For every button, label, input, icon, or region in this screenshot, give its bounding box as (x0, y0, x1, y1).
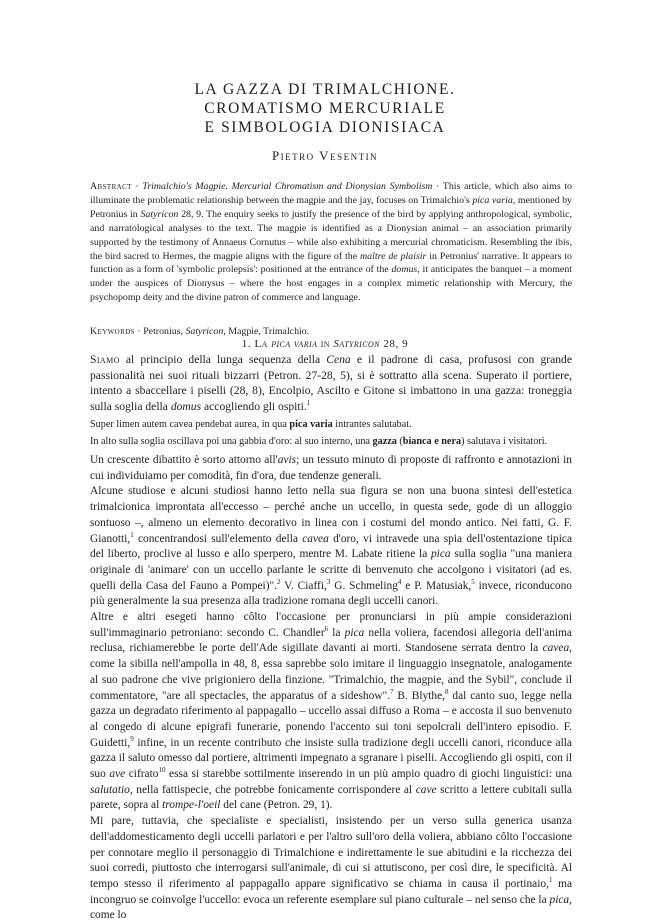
body-text: Altre e altri esegeti hanno côlto l'occasione per pronunciarsi in più ampie considerazioni sull'immaginario petroniano: secondo C. Chandler (90, 611, 572, 639)
body-italic: pica (344, 626, 365, 639)
body-italic: avis (277, 454, 297, 466)
lead-first-word: Siamo (90, 353, 120, 366)
body-text: ma incongruo se coinvolge l'uccello: evoca un referente esemplare sul piano culturale – nel senso che la (90, 877, 572, 906)
quote-text: Super limen autem cavea pendebat aurea, in qua (90, 419, 290, 430)
body-paragraph-4 (90, 814, 572, 924)
footnote-ref[interactable]: 5 (471, 577, 475, 586)
section-italic: pica varia (271, 338, 318, 350)
abstract-italic: Satyricon (140, 208, 179, 220)
abstract-text: in Petronius' narrative. It appears to function as a form of 'symbolic prolepsis': positioned at the entrance of the (90, 250, 572, 276)
body-text: V. Ciaffi, (280, 579, 327, 592)
body-italic: cavea (542, 642, 570, 655)
article-title-line-1: LA GAZZA DI TRIMALCHIONE. (194, 81, 456, 98)
keywords (90, 325, 572, 339)
section-word: in (320, 338, 330, 350)
quote-text: intrantes salutabat. (332, 419, 412, 430)
abstract-heading: Trimalchio's Magpie. Mercurial Chromatism and Dionysian Symbolism (142, 181, 433, 192)
body-text: essa si starebbe sottilmente inserendo in un più ampio quadro di giochi linguistici: una (165, 768, 572, 781)
body-text: la (328, 626, 345, 639)
quote-bold: bianca e nera (402, 436, 462, 447)
abstract-text: , mentioned by Petronius in (90, 194, 572, 220)
separator: · (134, 326, 144, 337)
body-paragraph-3 (90, 610, 572, 814)
body-text: , come la sibilla nell'ampolla in 48, 8, essa saprebbe solo imitare il linguaggio insegnatole, analogamente al suo padrone che vive prigioniero della finzione. "Trimalchio, the magpie, and the Sybil", conclude il commentatore, "are all spectacles, the apparatus of a sideshow". (90, 642, 572, 702)
footnote-ref[interactable]: 10 (158, 766, 166, 775)
body-text: , come lo (90, 893, 572, 922)
lead-text: e il padrone di casa, profusosi con grande passionalità nei suoi rituali bizzarri (Petron. 27-28, 5), si è sottratto alla scena. Superato il portiere, intento a sbaccellare i piselli (28, 8), Encolpio, Ascilto e Gitone si imbattono in una gazza: troneggia sulla soglia della (90, 353, 572, 414)
footnote-ref[interactable]: 1 (130, 530, 134, 539)
body-text: B. Blythe, (393, 689, 445, 702)
body-text: nella voliera, facendosi allegoria dell'anima reclusa, richiamerebbe le porte dell'Ade sigillate davanti ai morti. Standosene serrata dentro la (90, 626, 572, 655)
body-italic: trompe-l'oeil (162, 799, 221, 812)
footnote-ref[interactable]: 2 (277, 577, 281, 586)
article-title-line-3: E SIMBOLOGIA DIONISIACA (204, 119, 446, 136)
body-text: d'oro, vi intravede una spia dell'ostentazione tipica del liberto, proclive al lusso e allo sperpero, mentre M. Labate ritiene la (90, 532, 573, 561)
body-paragraph-1 (90, 453, 572, 484)
body-text: del cane (Petron. 29, 1). (220, 799, 333, 812)
body-paragraph-2 (90, 484, 572, 610)
body-text: scritto a lettere cubitali sulla parete, sopra al (90, 783, 572, 812)
section-ref: 28, 9 (383, 338, 409, 350)
footnote-ref[interactable]: 1 (306, 399, 311, 408)
lead-italic: domus (170, 400, 202, 414)
body-text: ; un tessuto minuto di proposte di raffronto e annotazioni in cui individuiamo per comodità, fin d'ora, due tendenze generali. (90, 454, 572, 482)
footnote-ref[interactable]: 6 (324, 624, 329, 633)
keywords-label: Keywords (90, 326, 135, 337)
footnote-ref[interactable]: 7 (390, 687, 394, 696)
quote-text: In alto sulla soglia oscillava poi una gabbia d'oro: al suo interno, una (90, 436, 373, 447)
keywords-text: Petronius, (143, 326, 186, 337)
body-text: Alcune studiose e alcuni studiosi hanno letto nella sua figura se non una buona sintesi dell'estetica trimalcionica improntata all'eccesso – perché anche un uccello, in questa sede, gode di un alloggio sontuoso –, almeno un elemento decorativo in linea con i costumi del mondo antico. Nei fatti, G. F. Gianotti, (90, 485, 572, 545)
separator: · (131, 181, 143, 192)
quote-text: ) salutava i visitatori. (461, 436, 548, 447)
section-work: Satyricon (333, 338, 380, 350)
section-heading (0, 338, 650, 350)
quote-text: ( (396, 436, 403, 447)
body-italic: cave (415, 783, 437, 796)
separator: · (432, 181, 443, 192)
body-italic: cavea (302, 532, 329, 545)
latin-quote (90, 418, 572, 431)
abstract (90, 180, 572, 305)
abstract-label: Abstract (90, 181, 132, 192)
body-italic: pica (430, 548, 451, 561)
footnote-ref[interactable]: 8 (445, 687, 449, 696)
abstract-italic: maître de plaisir (360, 250, 427, 262)
abstract-text: 28, 9. The enquiry seeks to justify the presence of the bird by applying anthropological, symbolic, and narratological analyses to the text. The magpie is identified as a Dionysian animal – an association primarily supported by the testimony of Annaeus Cornutus – while also exhibiting a mercurial chromaticism. Resembling the ibis, the bird sacred to Hermes, the magpie aligns with the figure of the (90, 208, 572, 262)
footnote-ref[interactable]: 4 (397, 577, 402, 586)
body-text: cifrato (125, 768, 159, 781)
body-text: concentrandosi sull'elemento della (133, 532, 303, 545)
body-text: , nella fattispecie, che potrebbe fonicamente corrispondere al (129, 783, 416, 796)
body-text: e P. Matusiak, (401, 579, 472, 592)
body-text: sulla soglia "una maniera originale di 'animare' con un uccello parlante le scritte di benvenuto che accolgono i visitatori (ad es. quelli della Casa del Fauno a Pompei)". (90, 548, 573, 592)
footnote-ref[interactable]: 3 (326, 577, 331, 586)
abstract-italic: pica varia (472, 194, 513, 206)
article-body (90, 453, 572, 924)
body-text: dal canto suo, legge nella gazza un degradato riferimento al pappagallo – uccello assai diffuso a Roma – e accosta il suo benvenuto al congedo di alcune epigrafi funerarie, ponendo l'accento sui toni sepolcrali dell'intero episodio. F. Guidetti, (90, 689, 572, 749)
body-italic: pica (549, 893, 570, 906)
body-text: invece, riconducono più generalmente la sua presenza alla tradizione romana degli uccelli canori. (90, 579, 572, 608)
abstract-italic: domus (391, 264, 418, 276)
italian-translation (90, 435, 572, 448)
keywords-text: , Magpie, Trimalchio. (223, 326, 310, 337)
body-italic: ave (109, 768, 126, 781)
body-text: Mi pare, tuttavia, che specialiste e specialisti, insistendo per un verso sulla generica usanza dell'addomesticamento degli uccelli parlatori e per l'altro sull'oro della voliera, abbiano côlto l'occasione per connotare meglio il personaggio di Trimalchione e indirettamente le sue abitudini e la ricchezza dei suoi corredi, piuttosto che interrogarsi sull'animale, di cui si attutiscono, per così dire, le specificità. Al tempo stesso il riferimento al pappagallo appare significativo se chiama in causa il portinaio, (90, 815, 572, 890)
body-text: G. Schmeling (330, 579, 398, 592)
article-title-line-2: CROMATISMO MERCURIALE (204, 100, 446, 117)
body-italic: salutatio (90, 783, 130, 796)
abstract-text: , it anticipates the banquet – a moment under the auspices of Dionysus – where the host engages in a complex mimetic relationship with Mercury, the psychopomp deity and the divine patron of commerce and language. (90, 264, 572, 304)
footnote-ref[interactable]: 9 (130, 734, 134, 743)
lead-text: accogliendo gli ospiti. (201, 400, 307, 414)
abstract-text: This article, which also aims to illuminate the problematic relationship between the magpie and the jay, focuses on Trimalchio's (90, 181, 572, 206)
body-text: Un crescente dibattito è sorto attorno all' (90, 454, 278, 466)
body-text: infine, in un recente contributo che insiste sulla tradizione degli uccelli canori, riconduce alla gazza il saluto omesso dal portiere, altrimenti impegnato a sgranare i piselli. Accogliendo gli ospiti, con il suo (90, 736, 572, 781)
quote-bold: pica varia (289, 419, 333, 430)
section-number: 1. (241, 338, 252, 350)
lead-italic: Cena (326, 353, 351, 366)
quote-bold: gazza (372, 436, 397, 447)
lead-paragraph (90, 352, 572, 415)
lead-text: al principio della lunga sequenza della (119, 353, 327, 366)
author-name: Pietro Vesentin (271, 148, 379, 163)
section-word: La (254, 338, 268, 350)
keywords-italic: Satyricon (185, 326, 224, 337)
footnote-ref[interactable]: 1 (548, 876, 553, 885)
